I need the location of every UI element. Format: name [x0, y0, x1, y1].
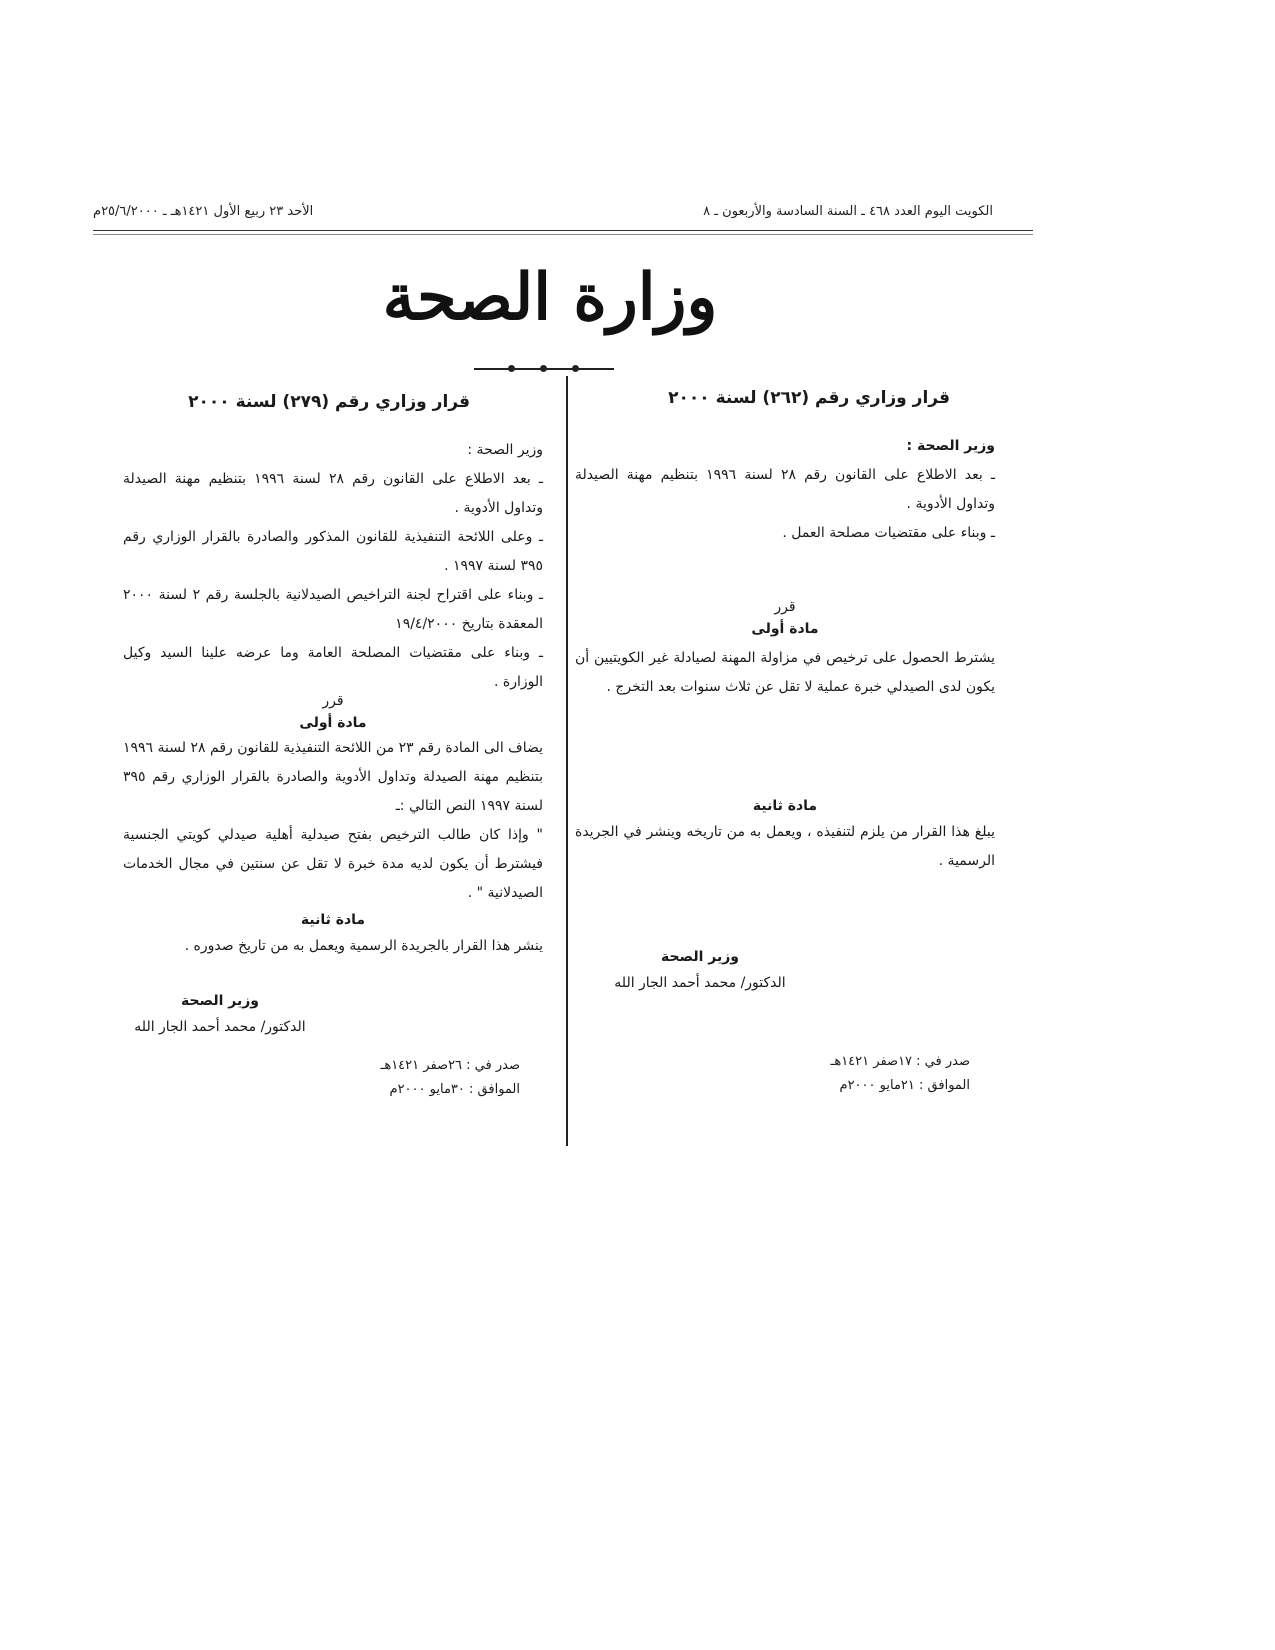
decision-279-issued-hijri: صدر في : ٢٦صفر ١٤٢١هـ	[380, 1058, 520, 1073]
decision-262-signature	[600, 944, 800, 996]
decision-262-signature-name: الدكتور/ محمد أحمد الجار الله	[614, 975, 786, 991]
decision-279-article2-heading: مادة ثانية	[300, 912, 366, 928]
decision-279-article1	[123, 734, 543, 908]
decision-262-preamble-2: ـ وبناء على مقتضيات مصلحة العمل .	[782, 525, 995, 541]
decision-262-issued	[780, 1050, 970, 1098]
decision-279-article2-text: ينشر هذا القرار بالجريدة الرسمية ويعمل به من تاريخ صدوره .	[184, 938, 543, 954]
decision-279-minister: وزير الصحة :	[467, 442, 543, 458]
page-header-issue: الكويت اليوم العدد ٤٦٨ ـ السنة السادسة والأربعون ـ ٨	[703, 204, 993, 219]
decision-262-issued-gregorian: الموافق : ٢١مايو ٢٠٠٠م	[839, 1078, 970, 1093]
decision-262-article2-text: يبلغ هذا القرار من يلزم لتنفيذه ، ويعمل به من تاريخه وينشر في الجريدة الرسمية .	[575, 824, 995, 869]
decision-279-title: قرار وزاري رقم (٢٧٩) لسنة ٢٠٠٠	[188, 392, 470, 412]
decision-262-article2-heading: مادة ثانية	[752, 798, 818, 814]
decision-279-article1-heading: مادة أولى	[299, 715, 367, 731]
page-header-date: الأحد ٢٣ ربيع الأول ١٤٢١هـ ـ ٢٥/٦/٢٠٠٠م	[93, 204, 314, 219]
decision-279-preamble-1: ـ بعد الاطلاع على القانون رقم ٢٨ لسنة ١٩٩٦ بتنظيم مهنة الصيدلة وتداول الأدوية .	[123, 471, 543, 516]
decision-262-minister: وزير الصحة :	[906, 438, 995, 454]
decision-262-article1-text: يشترط الحصول على ترخيص في مزاولة المهنة لصيادلة غير الكويتيين أن يكون لدى الصيدلي خبرة عملية لا تقل عن ثلاث سنوات بعد التخرج .	[575, 650, 995, 695]
decision-279-signature-title: وزير الصحة	[180, 993, 260, 1009]
decision-262-article1-heading: مادة أولى	[751, 621, 819, 637]
decision-262-issued-hijri: صدر في : ١٧صفر ١٤٢١هـ	[830, 1054, 970, 1069]
column-divider	[566, 376, 568, 1146]
decision-279-preamble-4: ـ وبناء على مقتضيات المصلحة العامة وما عرضه علينا السيد وكيل الوزارة .	[123, 645, 543, 690]
decision-262-signature-title: وزير الصحة	[660, 949, 740, 965]
decision-279-preamble-3: ـ وبناء على اقتراح لجنة التراخيص الصيدلانية بالجلسة رقم ٢ لسنة ٢٠٠٠ المعقدة بتاريخ ١٩/٤/٢٠٠٠	[123, 587, 543, 632]
decision-262-decides-block	[575, 596, 995, 640]
decision-279-issued-gregorian: الموافق : ٣٠مايو ٢٠٠٠م	[389, 1082, 520, 1097]
decision-262-preamble-1: ـ بعد الاطلاع على القانون رقم ٢٨ لسنة ١٩٩٦ بتنظيم مهنة الصيدلة وتداول الأدوية .	[575, 467, 995, 512]
decision-279-signature	[120, 988, 320, 1040]
decision-279-issued	[330, 1054, 520, 1102]
decision-279-article1-quote: " وإذا كان طالب الترخيص بفتح صيدلية أهلية صيدلي كويتي الجنسية فيشترط أن يكون لديه مدة خبرة لا تقل عن سنتين في مجال الخدمات الصيدلانية " .	[123, 827, 543, 901]
decision-279-decides-block	[123, 690, 543, 734]
header-rule-thin	[93, 234, 1033, 235]
title-ornament-dot	[540, 365, 547, 372]
title-ornament-dot	[508, 365, 515, 372]
decision-279-body	[123, 436, 543, 697]
decision-262-body	[575, 432, 995, 548]
decision-279-decides: قرر	[322, 693, 344, 709]
decision-262-decides: قرر	[774, 599, 796, 615]
decision-279-signature-name: الدكتور/ محمد أحمد الجار الله	[134, 1019, 306, 1035]
decision-262-title: قرار وزاري رقم (٢٦٢) لسنة ٢٠٠٠	[668, 388, 950, 408]
decision-279-article1-text: يضاف الى المادة رقم ٢٣ من اللائحة التنفيذية للقانون رقم ٢٨ لسنة ١٩٩٦ بتنظيم مهنة الصيدلة وتداول الأدوية والصادرة بالقرار الوزاري رقم ٣٩٥ لسنة ١٩٩٧ النص التالي :ـ	[123, 740, 543, 814]
ministry-title: وزارة الصحة	[382, 260, 718, 335]
decision-279-preamble-2: ـ وعلى اللائحة التنفيذية للقانون المذكور والصادرة بالقرار الوزاري رقم ٣٩٥ لسنة ١٩٩٧ .	[123, 529, 543, 574]
title-ornament-dot	[572, 365, 579, 372]
header-rule	[93, 230, 1033, 231]
